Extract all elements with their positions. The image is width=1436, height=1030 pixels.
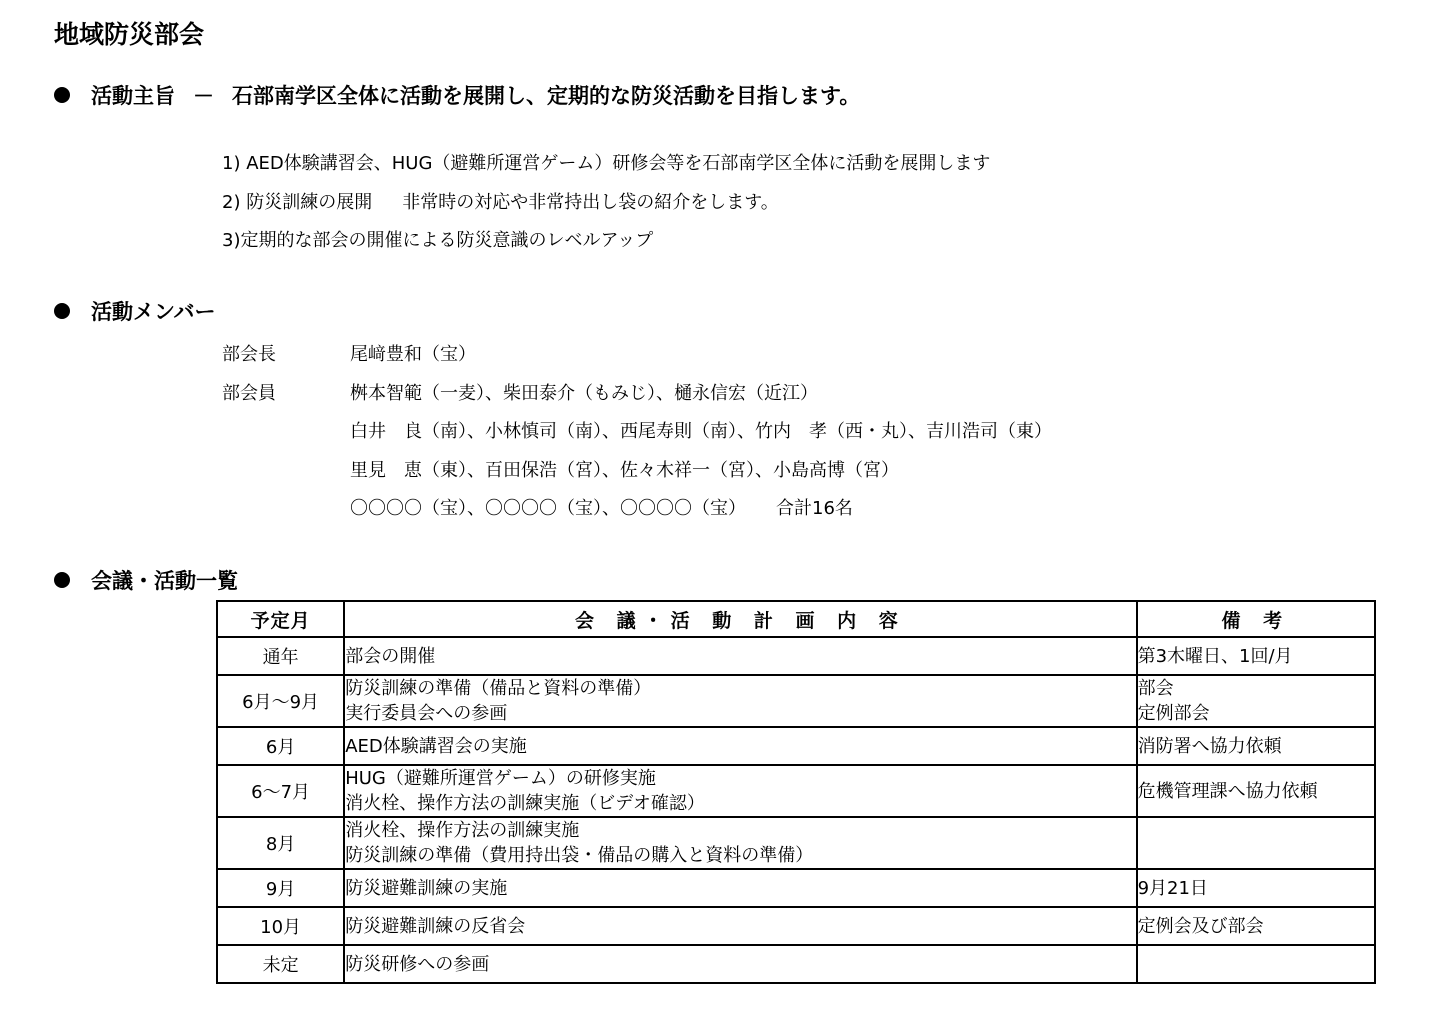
row-month: 6月～9月 <box>217 675 344 727</box>
row-content <box>344 727 1136 765</box>
row-note <box>1137 765 1375 817</box>
aim-item <box>222 222 990 261</box>
row-note <box>1137 907 1375 945</box>
table-row <box>217 727 1375 765</box>
row-content-line: HUG（避難所運営ゲーム）の研修実施 <box>345 768 656 789</box>
member-row <box>222 490 1052 529</box>
member-role: 部会員 <box>222 382 276 404</box>
row-month: 6～7月 <box>217 765 344 817</box>
row-month: 6月 <box>217 727 344 765</box>
row-month: 通年 <box>217 637 344 675</box>
aim-item-extra: 非常時の対応や非常持出し袋の紹介をします。 <box>402 191 779 213</box>
member-row <box>222 452 1052 491</box>
member-total: 合計16名 <box>776 498 853 519</box>
schedule-heading: 会議・活動一覧 <box>91 569 238 593</box>
bullet-icon <box>54 303 70 319</box>
members-heading: 活動メンバー <box>91 300 216 324</box>
aim-item-text: 2) 防災訓練の展開 <box>222 191 373 213</box>
member-line: 桝本智範（一麦）、柴田泰介（もみじ）、樋永信宏（近江） <box>350 382 818 404</box>
row-note-line: 消防署へ協力依頼 <box>1137 735 1282 757</box>
row-content-line: 防災訓練の準備（備品と資料の準備） <box>345 678 652 699</box>
row-content-line: 実行委員会への参画 <box>345 703 508 724</box>
member-line: 〇〇〇〇（宝）、〇〇〇〇（宝）、〇〇〇〇（宝） <box>350 498 746 519</box>
aim-dash: － <box>193 84 214 108</box>
leader-role: 部会長 <box>222 344 276 365</box>
row-content-line: 防災避難訓練の反省会 <box>345 915 526 937</box>
row-month: 10月 <box>217 907 344 945</box>
row-note <box>1137 817 1375 869</box>
bullet-icon <box>54 87 70 103</box>
table-row <box>217 869 1375 907</box>
aim-section-heading <box>54 82 860 110</box>
leader-row <box>222 336 1052 375</box>
table-row <box>217 907 1375 945</box>
table-row <box>217 765 1375 817</box>
members-section-heading <box>54 298 216 326</box>
aim-list <box>222 145 990 261</box>
row-content <box>344 637 1136 675</box>
row-note <box>1137 637 1375 675</box>
header-note: 備 考 <box>1137 601 1375 637</box>
row-content-line: AED体験講習会の実施 <box>345 735 527 757</box>
table-row <box>217 675 1375 727</box>
aim-heading: 活動主旨 <box>91 84 175 108</box>
row-content-line: 防災訓練の準備（費用持出袋・備品の購入と資料の準備） <box>345 845 814 866</box>
member-row <box>222 413 1052 452</box>
row-month: 9月 <box>217 869 344 907</box>
aim-item-text: 1) AED体験講習会、HUG（避難所運営ゲーム）研修会等を石部南学区全体に活動を展開します <box>222 153 991 174</box>
header-month: 予定月 <box>217 601 344 637</box>
row-note-line: 部会 <box>1137 678 1174 699</box>
schedule-section-heading <box>54 567 238 595</box>
bullet-icon <box>54 572 70 588</box>
row-content <box>344 945 1136 983</box>
leader-name: 尾﨑豊和（宝） <box>350 344 476 365</box>
row-content <box>344 817 1136 869</box>
row-content-line: 消火栓、操作方法の訓練実施（ビデオ確認） <box>345 793 705 814</box>
row-note-line: 定例会及び部会 <box>1137 915 1264 937</box>
members-list <box>222 336 1052 529</box>
row-content <box>344 675 1136 727</box>
table-row <box>217 945 1375 983</box>
row-note-line: 危機管理課へ協力依頼 <box>1137 780 1318 802</box>
row-month: 8月 <box>217 817 344 869</box>
row-content <box>344 869 1136 907</box>
member-line: 里見 恵（東）、百田保浩（宮）、佐々木祥一（宮）、小島高博（宮） <box>350 459 899 481</box>
schedule-table <box>216 600 1376 984</box>
row-content-line: 防災研修への参画 <box>345 953 490 975</box>
aim-item <box>222 184 990 223</box>
member-row <box>222 375 1052 414</box>
table-row <box>217 637 1375 675</box>
row-note-line: 9月21日 <box>1137 877 1208 899</box>
row-content-line: 消火栓、操作方法の訓練実施 <box>345 820 580 841</box>
row-content <box>344 907 1136 945</box>
page-title: 地域防災部会 <box>54 20 205 49</box>
header-content: 会 議・活 動 計 画 内 容 <box>344 601 1136 637</box>
row-content <box>344 765 1136 817</box>
aim-item-text: 3)定期的な部会の開催による防災意識のレベルアップ <box>222 230 654 251</box>
row-content-line: 部会の開催 <box>345 645 436 667</box>
aim-item <box>222 145 990 184</box>
member-line: 白井 良（南）、小林慎司（南）、西尾寿則（南）、竹内 孝（西・丸）、吉川浩司（東） <box>350 421 1052 442</box>
table-header-row <box>217 601 1375 637</box>
table-row <box>217 817 1375 869</box>
row-note-line: 定例部会 <box>1137 703 1210 724</box>
row-note <box>1137 945 1375 983</box>
aim-statement: 石部南学区全体に活動を展開し、定期的な防災活動を目指します。 <box>232 84 861 108</box>
row-month: 未定 <box>217 945 344 983</box>
row-note <box>1137 675 1375 727</box>
row-note-line: 第3木曜日、1回/月 <box>1137 645 1293 667</box>
row-note <box>1137 869 1375 907</box>
row-content-line: 防災避難訓練の実施 <box>345 877 508 899</box>
row-note <box>1137 727 1375 765</box>
